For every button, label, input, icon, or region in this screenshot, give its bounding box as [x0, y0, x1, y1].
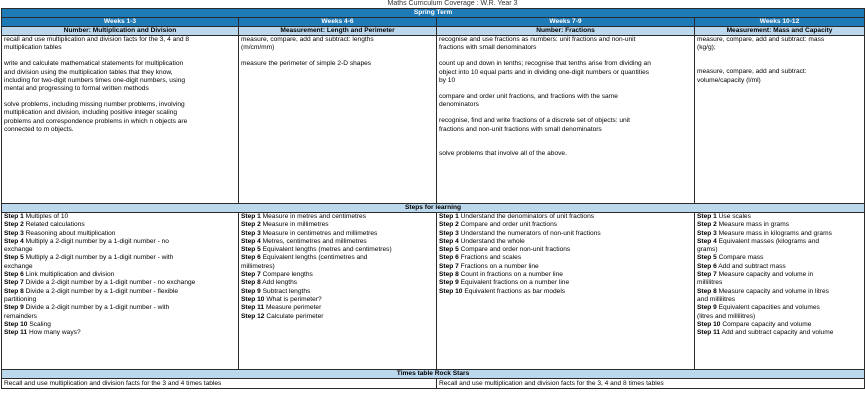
step-number: Step 7: [439, 262, 459, 270]
objective: measure, compare, add and subtract: volume/capacity (l/ml): [697, 68, 807, 84]
step-text: Add and subtract capacity and volume: [721, 329, 834, 337]
objective: measure, compare, add and subtract: lengths (m/cm/mm): [241, 36, 374, 52]
step-number: Step 10: [697, 320, 721, 328]
objective: recognise and use fractions as numbers: unit fractions and non-unit fractions with small denominators: [439, 36, 636, 52]
steps-col-2: [239, 213, 437, 370]
step-text: Use scales: [718, 213, 751, 220]
step-text: Measure capacity and volume in litres and millilitres: [697, 287, 829, 303]
step-number: Step 9: [697, 304, 717, 312]
step-item: [4, 221, 236, 229]
step-number: Step 4: [241, 237, 261, 245]
step-item: [4, 230, 236, 238]
step-item: [241, 238, 434, 246]
times-table-left: Recall and use multiplication and division facts for the 3 and 4 times tables: [2, 379, 437, 389]
step-item: [4, 321, 236, 329]
step-number: Step 2: [697, 221, 717, 229]
unit-header-3: Number: Fractions: [437, 27, 695, 36]
steps-title: Steps for learning: [2, 204, 865, 213]
step-number: Step 6: [4, 271, 24, 279]
step-item: [439, 213, 692, 221]
step-number: Step 7: [4, 279, 24, 287]
step-number: Step 12: [241, 312, 265, 320]
step-number: Step 6: [439, 254, 459, 262]
step-number: Step 2: [4, 221, 24, 229]
step-number: Step 1: [439, 213, 459, 220]
step-text: Related calculations: [25, 221, 85, 229]
step-item: [241, 246, 434, 254]
objectives-col-3: [437, 36, 695, 204]
objective: count up and down in tenths; recognise that tenths arise from dividing an object into 10 equal parts and in dividing one-digit numbers or quantities by 10: [439, 60, 651, 84]
step-number: Step 8: [241, 279, 261, 287]
step-text: Scaling: [29, 320, 51, 328]
unit-header-4: Measurement: Mass and Capacity: [695, 27, 865, 36]
steps-col-3: [437, 213, 695, 370]
step-text: Compare lengths: [262, 271, 313, 279]
step-number: Step 5: [241, 246, 261, 254]
step-number: Step 3: [697, 229, 717, 237]
step-item: [439, 238, 692, 246]
step-item: [241, 279, 434, 287]
step-number: Step 11: [241, 304, 265, 312]
step-item: [439, 246, 692, 254]
times-table-right: Recall and use multiplication and division facts for the 3, 4 and 8 times tables: [437, 379, 865, 389]
step-number: Step 2: [439, 221, 459, 229]
step-number: Step 7: [241, 271, 261, 279]
step-text: Divide a 2-digit number by a 1-digit number - flexible partitioning: [4, 287, 179, 303]
step-item: [697, 263, 862, 271]
step-text: Measure mass in grams: [718, 221, 789, 229]
weeks-header-3: Weeks 7-9: [437, 18, 695, 27]
step-text: Measure mass in kilograms and grams: [718, 229, 832, 237]
step-number: Step 8: [697, 287, 717, 295]
weeks-header-4: Weeks 10-12: [695, 18, 865, 27]
step-text: Add lengths: [262, 279, 298, 287]
step-item: [697, 329, 862, 337]
step-item: [241, 213, 434, 221]
step-number: Step 4: [4, 237, 24, 245]
step-number: Step 4: [697, 237, 717, 245]
step-text: Compare and order non-unit fractions: [460, 246, 571, 254]
curriculum-table: [1, 8, 865, 389]
step-number: Step 4: [439, 237, 459, 245]
step-number: Step 3: [4, 229, 24, 237]
step-number: Step 1: [4, 213, 24, 220]
step-number: Step 10: [4, 320, 28, 328]
step-number: Step 11: [4, 329, 28, 337]
unit-header-2: Measurement: Length and Perimeter: [239, 27, 437, 36]
step-text: Calculate perimeter: [266, 312, 324, 320]
objective: recall and use multiplication and division facts for the 3, 4 and 8 multiplication tables: [4, 36, 190, 52]
step-item: [241, 221, 434, 229]
unit-header-1: Number: Multiplication and Division: [2, 27, 239, 36]
step-item: [4, 254, 236, 271]
step-item: [4, 329, 236, 337]
objective: write and calculate mathematical statements for multiplication and division using the multiplication tables that they know, including for two-digit numbers times one-digit numbers, using mental and progressing to formal written methods: [4, 60, 186, 93]
step-number: Step 6: [241, 254, 261, 262]
step-text: Understand the whole: [460, 237, 525, 245]
step-item: [241, 271, 434, 279]
step-text: Measure in centimetres and millimetres: [262, 229, 378, 237]
step-number: Step 5: [4, 254, 24, 262]
objective: solve problems, including missing number problems, involving multiplication and division, including positive integer scaling problems and correspondence problems in which n objects are connected to m objects.: [4, 101, 188, 133]
times-table-title: Times table Rock Stars: [2, 370, 865, 379]
step-number: Step 1: [697, 213, 717, 220]
step-item: [241, 254, 434, 271]
step-text: Understand the numerators of non-unit fractions: [460, 229, 601, 237]
step-text: Fractions on a number line: [460, 262, 539, 270]
step-item: [439, 271, 692, 279]
step-item: [697, 213, 862, 221]
step-item: [697, 304, 862, 321]
step-number: Step 10: [439, 287, 463, 295]
step-number: Step 9: [439, 279, 459, 287]
step-number: Step 3: [439, 229, 459, 237]
step-text: Equivalent fractions as bar models: [464, 287, 566, 295]
step-item: [697, 238, 862, 255]
step-text: Equivalent capacities and volumes (litres and millilitres): [697, 304, 820, 320]
objective: recognise, find and write fractions of a discrete set of objects: unit fractions and non-unit fractions with small denominators: [439, 117, 630, 133]
step-number: Step 11: [697, 329, 721, 337]
step-text: What is perimeter?: [266, 295, 322, 303]
step-number: Step 7: [697, 271, 717, 279]
step-text: Fractions and scales: [460, 254, 522, 262]
step-number: Step 2: [241, 221, 261, 229]
step-item: [4, 288, 236, 305]
objectives-col-4: [695, 36, 865, 204]
step-text: Equivalent lengths (centimetres and millimetres): [241, 254, 368, 270]
step-text: Equivalent masses (kilograms and grams): [697, 237, 820, 254]
objectives-col-1: [2, 36, 239, 204]
step-item: [697, 221, 862, 229]
page-title: Maths Curriculum Coverage : W.R. Year 3: [387, 0, 518, 7]
objective: measure the perimeter of simple 2-D shapes: [241, 60, 372, 68]
step-number: Step 5: [439, 246, 459, 254]
step-number: Step 6: [697, 262, 717, 270]
step-item: [439, 230, 692, 238]
step-text: Compare mass: [718, 254, 764, 262]
objectives-col-2: [239, 36, 437, 204]
step-item: [439, 254, 692, 262]
step-item: [697, 254, 862, 262]
step-text: Reasoning about multiplication: [25, 229, 116, 237]
step-item: [4, 238, 236, 255]
step-item: [697, 321, 862, 329]
step-text: Count in fractions on a number line: [460, 271, 563, 279]
step-number: Step 9: [241, 287, 261, 295]
weeks-header-2: Weeks 4-6: [239, 18, 437, 27]
step-text: Equivalent lengths (metres and centimetres): [262, 246, 392, 254]
step-number: Step 1: [241, 213, 261, 220]
step-item: [439, 288, 692, 296]
step-item: [697, 271, 862, 288]
step-item: [241, 304, 434, 312]
step-text: Measure capacity and volume in millilitres: [697, 271, 814, 287]
step-text: Multiply a 2-digit number by a 1-digit number - no exchange: [4, 237, 169, 254]
step-text: Understand the denominators of unit fractions: [460, 213, 595, 220]
step-text: Compare and order unit fractions: [460, 221, 558, 229]
step-item: [439, 263, 692, 271]
step-text: Add and subtract mass: [718, 262, 786, 270]
step-text: Measure in metres and centimetres: [262, 213, 366, 220]
step-item: [439, 221, 692, 229]
step-item: [439, 279, 692, 287]
step-item: [4, 304, 236, 321]
objective: compare and order unit fractions, and fractions with the same denominators: [439, 93, 618, 109]
step-item: [697, 230, 862, 238]
step-number: Step 3: [241, 229, 261, 237]
step-text: Subtract lengths: [262, 287, 311, 295]
step-item: [4, 213, 236, 221]
step-number: Step 8: [439, 271, 459, 279]
step-number: Step 8: [4, 287, 24, 295]
step-text: Measure perimeter: [265, 304, 322, 312]
step-number: Step 5: [697, 254, 717, 262]
term-title: Spring Term: [2, 9, 865, 18]
step-text: Link multiplication and division: [25, 271, 115, 279]
step-text: Measure in millimetres: [262, 221, 329, 229]
step-number: Step 9: [4, 304, 24, 312]
step-text: Divide a 2-digit number by a 1-digit number - no exchange: [25, 279, 196, 287]
step-text: Equivalent fractions on a number line: [460, 279, 570, 287]
step-item: [241, 296, 434, 304]
step-number: Step 10: [241, 295, 265, 303]
step-text: Multiply a 2-digit number by a 1-digit number - with exchange: [4, 254, 174, 270]
step-item: [4, 271, 236, 279]
objective: solve problems that involve all of the above.: [439, 149, 567, 157]
step-item: [241, 230, 434, 238]
step-item: [4, 279, 236, 287]
step-text: How many ways?: [28, 329, 81, 337]
objective: measure, compare, add and subtract: mass (kg/g);: [697, 36, 825, 52]
step-text: Compare capacity and volume: [722, 320, 812, 328]
steps-col-1: [2, 213, 239, 370]
step-text: Divide a 2-digit number by a 1-digit number - with remainders: [4, 304, 170, 320]
step-text: Multiples of 10: [25, 213, 69, 220]
step-item: [241, 313, 434, 321]
steps-col-4: [695, 213, 865, 370]
weeks-header-1: Weeks 1-3: [2, 18, 239, 27]
step-item: [697, 288, 862, 305]
step-item: [241, 288, 434, 296]
step-text: Metres, centimetres and millimetres: [262, 237, 367, 245]
